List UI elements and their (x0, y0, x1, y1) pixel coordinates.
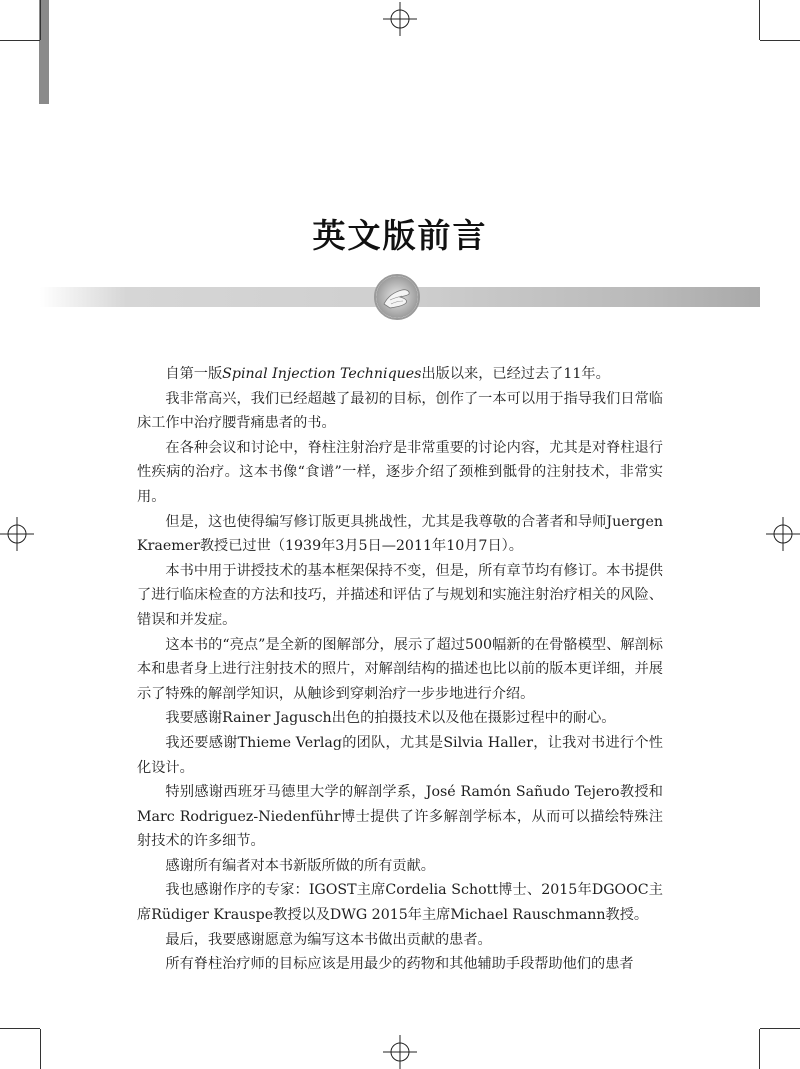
crop-mark (40, 0, 41, 40)
crop-mark (40, 1029, 41, 1069)
hand-photo-emblem-icon (374, 274, 420, 320)
page-title: 英文版前言 (312, 216, 488, 255)
paragraph: 感谢所有编者对本书新版所做的所有贡献。 (165, 857, 435, 874)
paragraph: 所有脊柱治疗师的目标应该是用最少的药物和其他辅助手段帮助他们的患者 (165, 956, 634, 973)
paragraph: 最后，我要感谢愿意为编写这本书做出贡献的患者。 (165, 931, 492, 948)
paragraph: 我还要感谢Thieme Verlag的团队，尤其是Silvia Haller，让我对书进行个性化设计。 (137, 734, 663, 776)
registration-mark-icon (383, 2, 417, 36)
crop-mark (0, 40, 40, 41)
paragraph: 但是，这也使得编写修订版更具挑战性，尤其是我尊敬的合著者和导师Juergen Kraemer教授已过世（1939年3月5日—2011年10月7日）。 (137, 513, 663, 555)
paragraph: 自第一版Spinal Injection Techniques出版以来，已经过去了11年。 (165, 366, 610, 382)
crop-mark (759, 0, 760, 40)
book-title: Spinal Injection Techniques (222, 366, 422, 382)
crop-mark (0, 1028, 40, 1029)
paragraph: 我要感谢Rainer Jagusch出色的拍摄技术以及他在摄影过程中的耐心。 (165, 710, 616, 727)
preface-body (137, 362, 663, 977)
paragraph: 特别感谢西班牙马德里大学的解剖学系，José Ramón Sañudo Tejero教授和Marc Rodriguez-Niedenführ博士提供了许多解剖学标本，从而可以描绘特殊注射技术的许多细节。 (137, 784, 663, 850)
paragraph: 我非常高兴，我们已经超越了最初的目标，创作了一本可以用于指导我们日常临床工作中治疗腰背痛患者的书。 (137, 390, 663, 432)
crop-mark (760, 40, 800, 41)
paragraph: 我也感谢作序的专家：IGOST主席Cordelia Schott博士、2015年DGOOC主席Rüdiger Krauspe教授以及DWG 2015年主席Michael Rauschmann教授。 (137, 882, 663, 924)
paragraph: 本书中用于讲授技术的基本框架保持不变，但是，所有章节均有修订。本书提供了进行临床检查的方法和技巧，并描述和评估了与规划和实施注射治疗相关的风险、错误和并发症。 (137, 562, 663, 628)
registration-mark-icon (766, 517, 800, 551)
paragraph: 这本书的“亮点”是全新的图解部分，展示了超过500幅新的在骨骼模型、解剖标本和患者身上进行注射技术的照片，对解剖结构的描述也比以前的版本更详细，并展示了特殊的解剖学知识，从触诊到穿刺治疗一步步地进行介绍。 (137, 636, 663, 702)
paragraph: 在各种会议和讨论中，脊柱注射治疗是非常重要的讨论内容，尤其是对脊柱退行性疾病的治疗。这本书像“食谱”一样，逐步介绍了颈椎到骶骨的注射技术，非常实用。 (137, 439, 663, 505)
registration-mark-icon (0, 517, 34, 551)
crop-mark (759, 1029, 760, 1069)
registration-mark-icon (383, 1035, 417, 1069)
crop-mark (760, 1028, 800, 1029)
